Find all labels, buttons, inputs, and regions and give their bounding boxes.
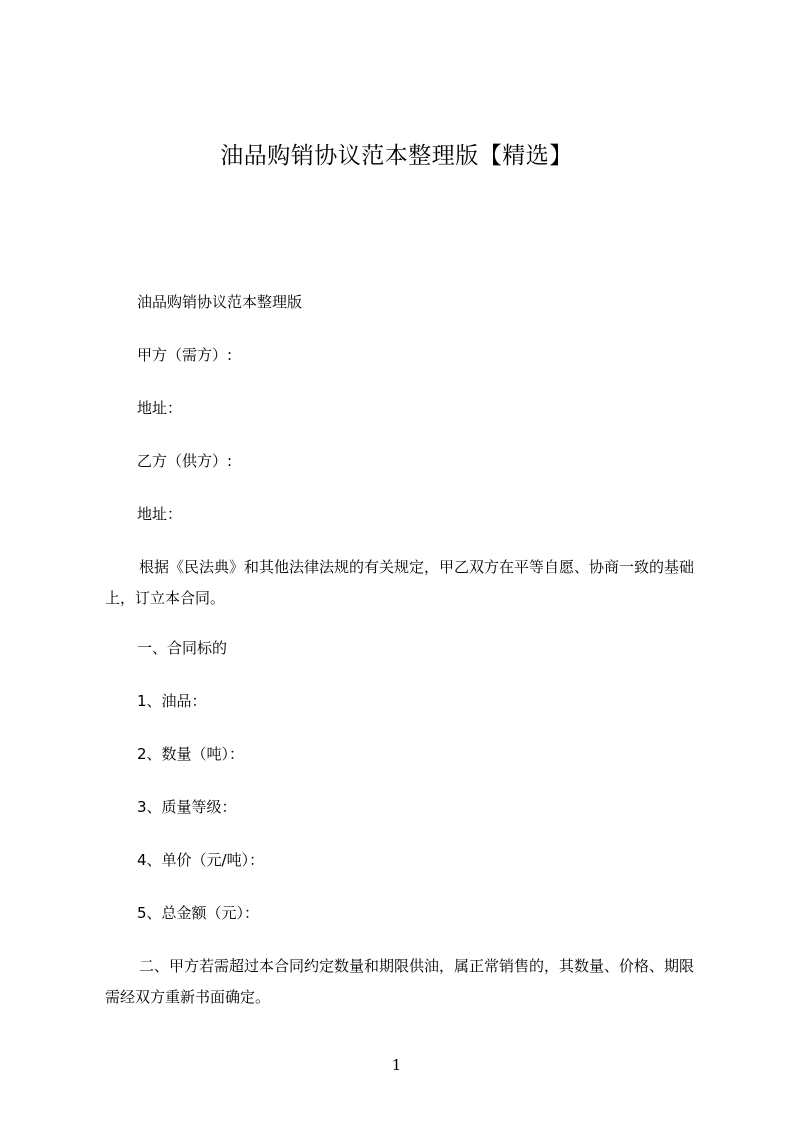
party-b-label: 乙方（供方）: (137, 452, 233, 470)
document-subtitle: 油品购销协议范本整理版 (137, 293, 303, 311)
item-total-amount: 5、总金额（元）： (137, 904, 260, 922)
party-b-address-label: 地址： (137, 505, 183, 523)
party-a-label: 甲方（需方）: (137, 346, 233, 364)
section-1-heading: 一、合同标的 (137, 639, 228, 657)
section-2-paragraph: 二、甲方若需超过本合同约定数量和期限供油，属正常销售的，其数量、价格、期限需经双方重新书面确定。 (105, 957, 695, 1006)
item-unit-price: 4、单价（元/吨）： (137, 851, 265, 869)
item-oil-product: 1、油品： (137, 692, 207, 710)
page-number: 1 (391, 1056, 402, 1074)
party-a-address-label: 地址： (137, 399, 183, 417)
document-title: 油品购销协议范本整理版【精选】 (220, 143, 573, 169)
item-quantity: 2、数量（吨）： (137, 745, 245, 763)
item-quality-grade: 3、质量等级： (137, 798, 237, 816)
preamble-paragraph: 根据《民法典》和其他法律法规的有关规定，甲乙双方在平等自愿、协商一致的基础上，订立本合同。 (105, 558, 695, 607)
